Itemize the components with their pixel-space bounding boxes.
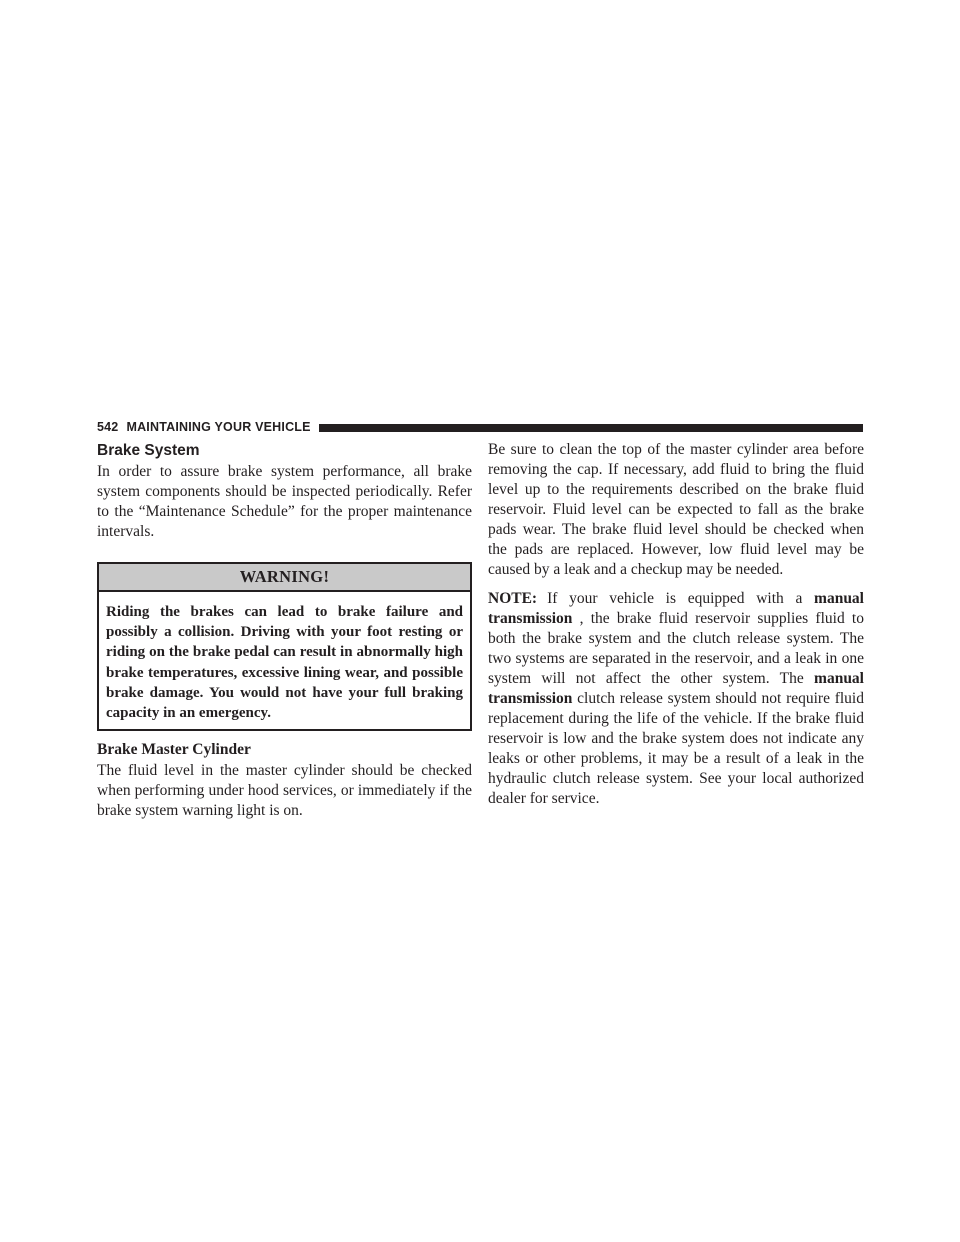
brake-system-intro: In order to assure brake system performance, all brake system components should be inspected periodically. Refer to the “Maintenance Schedule” for the proper maintenance intervals.	[97, 463, 472, 540]
note-bold-manual-transmission-1: manual transmission	[488, 590, 864, 627]
header-rule	[319, 424, 863, 432]
note-paragraph	[488, 589, 864, 809]
left-column	[97, 440, 472, 821]
note-label: NOTE:	[488, 590, 538, 607]
brake-system-heading: Brake System	[97, 442, 200, 459]
right-column	[488, 440, 864, 809]
page-header	[97, 419, 863, 435]
warning-text: Riding the brakes can lead to brake failure and possibly a collision. Driving with your foot resting or riding on the brake pedal can result in abnormally high brake temperatures, excessive lining wear, and possible brake damage. You would not have your full braking capacity in an emergency.	[106, 604, 463, 722]
master-cylinder-text: The fluid level in the master cylinder should be checked when performing under hood services, or immediately if the brake system warning light is on.	[97, 762, 472, 820]
note-bold-manual-transmission-2: manual transmission	[488, 670, 864, 707]
page-number: 542	[97, 420, 119, 434]
warning-title: WARNING!	[99, 564, 470, 592]
master-cylinder-heading: Brake Master Cylinder	[97, 741, 251, 759]
note-text-b: , the brake fluid reservoir supplies fluid to both the brake system and the clutch release system. The two systems are separated in the reservoir, and a leak in one system will not affect the other system. The	[488, 610, 864, 687]
note-text-a: If your vehicle is equipped with a	[547, 590, 815, 607]
warning-box	[97, 562, 472, 731]
section-title: MAINTAINING YOUR VEHICLE	[126, 420, 311, 434]
cleaning-paragraph: Be sure to clean the top of the master cylinder area before removing the cap. If necessary, add fluid to bring the fluid level up to the requirements described on the brake fluid reservoir. Fluid level can be expected to fall as the brake pads wear. The brake fluid level should be checked when the pads are replaced. However, low fluid level may be caused by a leak and a checkup may be needed.	[488, 441, 864, 578]
note-text-c: clutch release system should not require fluid replacement during the life of the vehicle. If the brake fluid reservoir is low and the brake system does not indicate any leaks or other problems, it may be a result of a leak in the hydraulic clutch release system. See your local authorized dealer for service.	[488, 690, 864, 807]
